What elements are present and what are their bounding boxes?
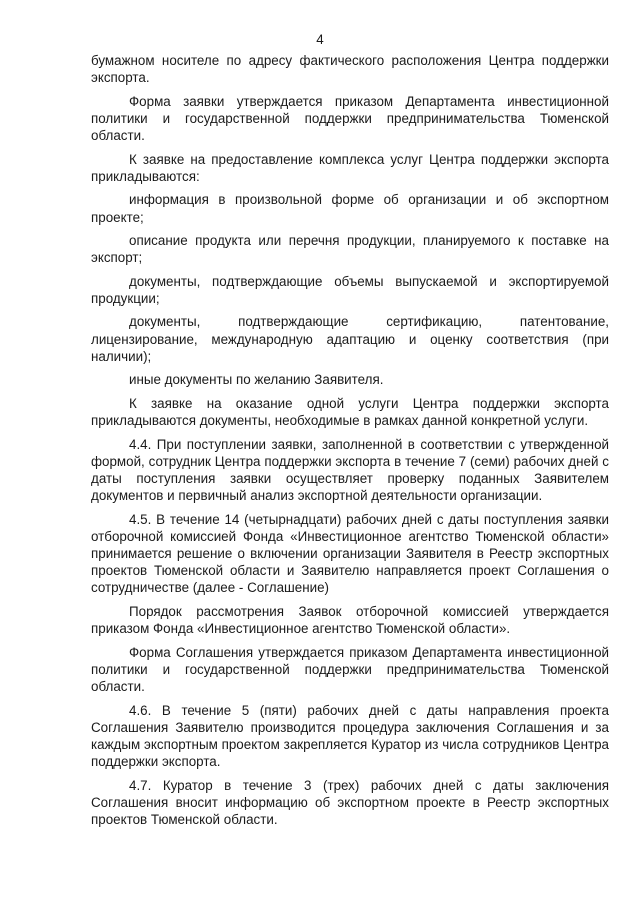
paragraph: иные документы по желанию Заявителя. [129, 372, 384, 388]
paragraph: Форма Соглашения утверждается приказом Департамента инвестиционной политики и государственной поддержки предпринимательства Тюменской области. [91, 644, 609, 695]
document-body [91, 52, 609, 835]
paragraph: бумажном носителе по адресу фактического расположения Центра поддержки экспорта. [91, 53, 609, 86]
paragraph: К заявке на предоставление комплекса услуг Центра поддержки экспорта прикладываются: [91, 151, 609, 184]
paragraph: документы, подтверждающие объемы выпускаемой и экспортируемой продукции; [91, 273, 609, 306]
paragraph: Порядок рассмотрения Заявок отборочной комиссией утверждается приказом Фонда «Инвестиционное агентство Тюменской области». [91, 603, 609, 637]
page-number: 4 [316, 32, 324, 47]
paragraph: К заявке на оказание одной услуги Центра поддержки экспорта прикладываются документы, необходимые в рамках данной конкретной услуги. [91, 395, 609, 429]
paragraph: 4.4. При поступлении заявки, заполненной в соответствии с утвержденной формой, сотрудник Центра поддержки экспорта в течение 7 (семи) рабочих дней с даты поступления заявки осуществляет проверку поданных Заявителем документов и первичный анализ экспортной деятельности организации. [91, 436, 609, 504]
paragraph: 4.7. Куратор в течение 3 (трех) рабочих дней с даты заключения Соглашения вносит информацию об экспортном проекте в Реестр экспортных проектов Тюменской области. [91, 777, 609, 828]
paragraph: 4.6. В течение 5 (пяти) рабочих дней с даты направления проекта Соглашения Заявителю производится процедура заключения Соглашения и за каждым экспортным проектом закрепляется Куратор из числа сотрудников Центра поддержки экспорта. [91, 702, 609, 770]
paragraph: документы, подтверждающие сертификацию, патентование, лицензирование, международную адаптацию и оценку соответствия (при наличии); [91, 314, 609, 364]
paragraph: Форма заявки утверждается приказом Департамента инвестиционной политики и государственной поддержки предпринимательства Тюменской области. [91, 93, 609, 144]
paragraph: 4.5. В течение 14 (четырнадцати) рабочих дней с даты поступления заявки отборочной комиссией Фонда «Инвестиционное агентство Тюменской области» принимается решение о включении организации Заявителя в Реестр экспортных проектов Тюменской области и Заявителю направляется проект Соглашения о сотрудничестве (далее - Соглашение) [91, 511, 609, 596]
paragraph: описание продукта или перечня продукции, планируемого к поставке на экспорт; [91, 233, 609, 266]
paragraph: информация в произвольной форме об организации и об экспортном проекте; [91, 192, 609, 225]
